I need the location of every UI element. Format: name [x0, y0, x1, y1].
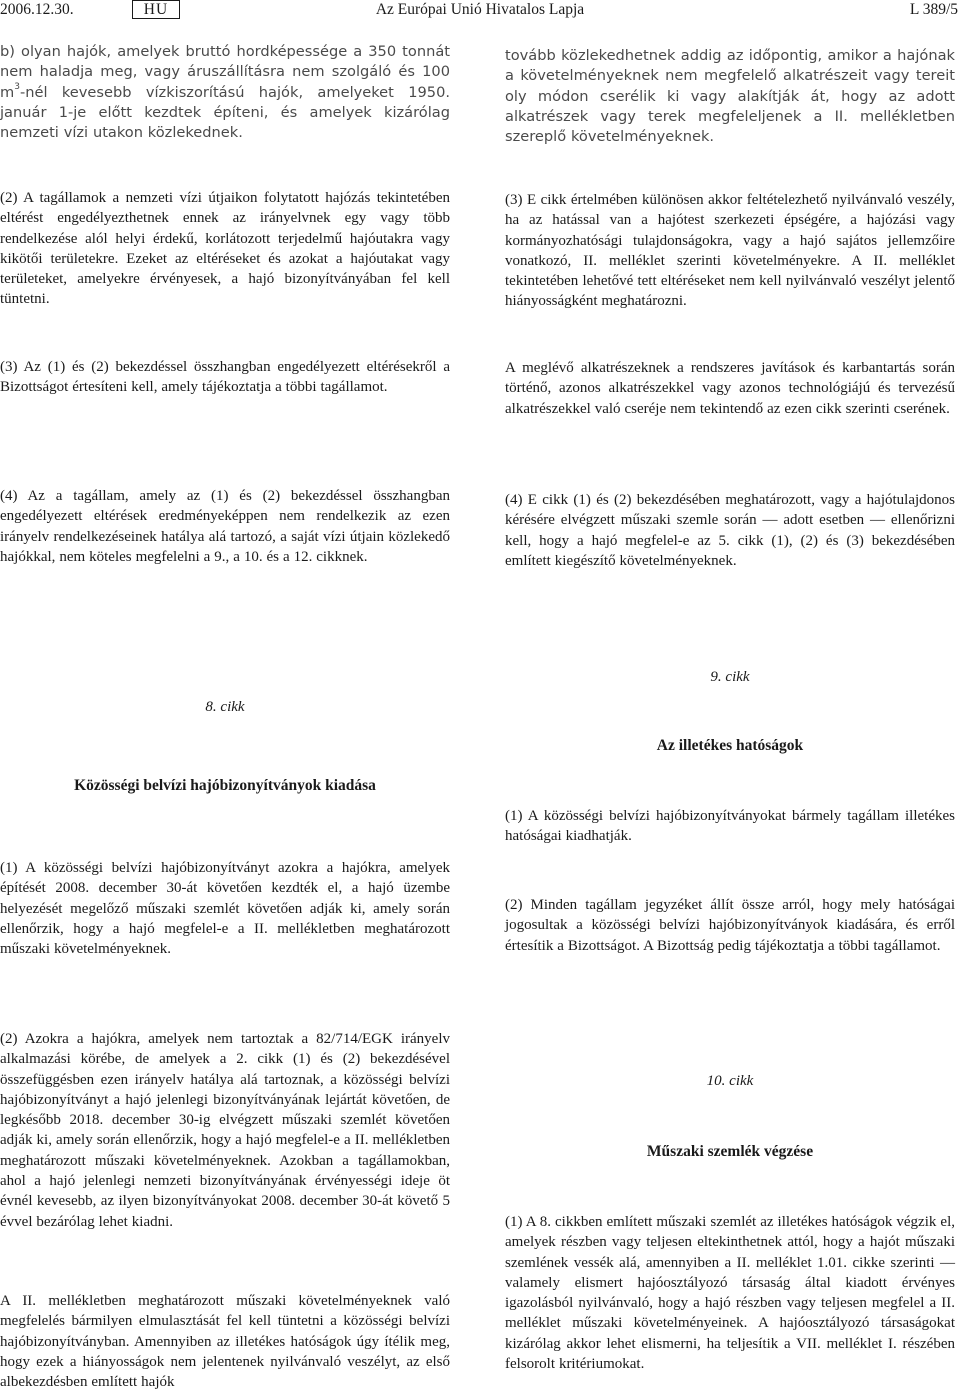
superscript: 3 — [14, 81, 20, 92]
paragraph-text: (3) E cikk értelmében különösen akkor feltételezhető nyilvánvaló veszély, ha az hatással van a hajótest szerkezeti épségére, a hajózási vagy kormányozhatósági tulajdonságokra, vagy a hajó sajátos jellemzőire vonatkozó, II. melléklet szerinti követelményekre. A II. melléklet tekintetében lehetővé tett eltéréseket nem kell nyilvánvaló veszélyt jelentő hiányosságként meghatározni. — [505, 192, 955, 310]
paragraph-7-3 — [0, 357, 450, 398]
paragraph-8-3-subparagraph — [505, 358, 955, 419]
paragraph-8-2-subparagraph — [0, 1291, 450, 1392]
paragraph-text: A II. mellékletben meghatározott műszaki követelményeknek való megfelelés bármilyen elmulasztását fel kell tüntetni a közösségi belvízi hajóbizonyítványban. Amennyiben az illetékes hatóságok úgy ítélik meg, hogy ezek a hiányosságok nem jelentenek nyilvánvaló veszélyt, az első albekezdésben említett hajók — [0, 1293, 450, 1391]
paragraph-8-2 — [0, 1029, 450, 1232]
paragraph-8-3 — [505, 190, 955, 312]
item-b-text-1: b) olyan hajók, amelyek bruttó hordképessége a 350 tonnát nem haladja meg, vagy áruszállításra nem szolgáló és 100 m — [0, 43, 450, 101]
language-code-box: HU — [132, 0, 180, 19]
paragraph-text: (1) A közösségi belvízi hajóbizonyítványt azokra a hajókra, amelyek építését 2008. december 30-át követően kezdték el, a hajó üzembe helyezését megelőző műszaki szemlét követően adják ki, amely során ellenőrzik, hogy a hajó megfelel-e a II. mellékletben meghatározott műszaki követelményeknek. — [0, 860, 450, 958]
paragraph-text: (3) Az (1) és (2) bekezdéssel összhangban engedélyezett eltérésekről a Bizottságot értesíteni kell, amely tájékoztatja a többi tagállamot. — [0, 359, 450, 396]
paragraph-8-4 — [505, 490, 955, 571]
paragraph-text: (4) E cikk (1) és (2) bekezdésében meghatározott, vagy a hajótulajdonos kérésére elvégzett műszaki szemle során — adott esetben — ellenőrizni kell, hogy a hajó megfelel-e az 5. cikk (1), (2) és (3) bekezdésében említett kiegészítő követelményeknek. — [505, 492, 955, 569]
paragraph-text: A meglévő alkatrészeknek a rendszeres javítások és karbantartás során történő, azonos alkatrészekkel vagy azonos technológiájú és tervezésű alkatrészekkel való cseréje nem tekintendő az ezen cikk szerinti cserének. — [505, 360, 955, 417]
item-b-text-2: -nél kevesebb vízkiszorítású hajók, amelyeket 1950. január 1-je előtt kezdtek építeni, és amelyek kizárólag nemzeti vízi utakon közlekednek. — [0, 83, 450, 142]
paragraph-9-2 — [505, 895, 955, 956]
article-9-title: Az illetékes hatóságok — [656, 737, 804, 754]
article-10-title: Műszaki szemlék végzése — [646, 1143, 814, 1160]
publication-date: 2006.12.30. — [0, 1, 74, 18]
article-8-title: Közösségi belvízi hajóbizonyítványok kiadása — [74, 777, 376, 794]
page-number: L 389/5 — [909, 1, 958, 18]
article-9-number: 9. cikk — [710, 669, 750, 685]
paragraph-10-1 — [505, 1212, 955, 1374]
paragraph-7-4 — [0, 486, 450, 567]
paragraph-continued — [505, 46, 955, 147]
paragraph-7-2 — [0, 188, 450, 310]
paragraph-text: (2) Azokra a hajókra, amelyek nem tartoztak a 82/714/EGK irányelv alkalmazási körébe, de amelyek a 2. cikk (1) és (2) bekezdésével összefüggésben ezen irányelv hatálya alá tartoznak, a közösségi belvízi hajóbizonyítványt a hajó jelenlegi bizonyítványának lejártát követően, de legkésőbb 2018. december 30-ig elvégzett műszaki szemlét követően adják ki, amely során ellenőrzik, hogy a hajó megfelel-e a II. mellékletben meghatározott műszaki követelményeknek. Azokban a tagállamokban, ahol a hajó jelenlegi nemzeti bizonyítványának érvényességi ideje öt évnél kevesebb, az ilyen bizonyítványokat 2008. december 30-át követő 5 évvel bezárólag lehet kiadni. — [0, 1031, 450, 1230]
article-10-number: 10. cikk — [706, 1073, 754, 1089]
paragraph-text: (2) Minden tagállam jegyzéket állít össze arról, hogy mely hatóságai jogosultak a közösségi belvízi hajóbizonyítványok kiadására, és erről értesítik a Bizottságot. A Bizottság pedig tájékoztatja a többi tagállamot. — [505, 897, 955, 954]
paragraph-text: (1) A 8. cikkben említett műszaki szemlét az illetékes hatóságok végzik el, amelyek részben vagy teljesen eltekinthetnek attól, hogy a hajót műszaki szemlének vessék alá, amennyiben a II. melléklet 1.01. cikke szerinti — valamely elismert hajóosztályozó társaság által kiadott érvényes igazolásból nyilvánvaló, hogy a hajó részben vagy teljesen megfelel a II. melléklet műszaki követelményeinek. A hajóosztályozó társaságokat kizárólag akkor lehet elismerni, ha teljesítik a VII. melléklet I. részében felsorolt kritériumokat. — [505, 1214, 955, 1373]
page-header — [0, 0, 960, 22]
paragraph-8-1 — [0, 858, 450, 959]
paragraph-9-1 — [505, 806, 955, 847]
journal-title: Az Európai Unió Hivatalos Lapja — [375, 1, 585, 18]
paragraph-text: tovább közlekedhetnek addig az időpontig, amikor a hajónak a követelményeknek nem megfelelő alkatrészeit vagy tereit oly módon cserélik ki vagy alakítják át, hogy az adott alkatrészek vagy terek megfeleljenek a II. mellékletben szereplő követelményeknek. — [505, 47, 955, 146]
paragraph-text: (2) A tagállamok a nemzeti vízi útjaikon folytatott hajózás tekintetében eltérést engedélyezthetnek ennek az irányelvnek egy vagy több rendelkezése alól helyi érdekű, korlátozott terjedelmű hajóutakra vagy kikötői területekre. Ezeket az eltéréseket és azokat a hajóutakat vagy területeket, amelyekre érvényesek, a hajó bizonyítványában fel kell tüntetni. — [0, 190, 450, 308]
article-8-number: 8. cikk — [205, 699, 245, 715]
paragraph-text: (1) A közösségi belvízi hajóbizonyítványokat bármely tagállam illetékes hatóságai kiadhatják. — [505, 808, 955, 845]
paragraph-item-b — [0, 42, 450, 143]
paragraph-text: (4) Az a tagállam, amely az (1) és (2) bekezdéssel összhangban engedélyezett eltérések eredményeképpen nem rendelkezik az ezen irányelv rendelkezéseinek hatálya alá tartozó, a saját vízi útjain közlekedő hajókkal, nem köteles megfelelni a 9., a 10. és a 12. cikknek. — [0, 488, 450, 565]
